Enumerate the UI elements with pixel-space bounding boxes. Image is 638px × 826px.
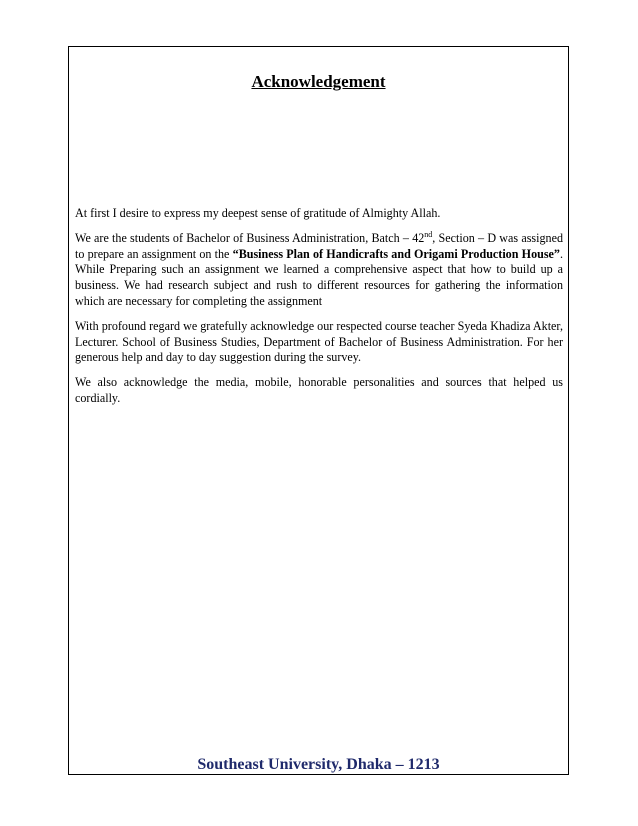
paragraph-students [75, 231, 563, 310]
paragraph-gratitude: At first I desire to express my deepest sense of gratitude of Almighty Allah. [75, 206, 441, 220]
page-border [68, 46, 569, 775]
paragraph-students-part2: , Section – D was assigned to prepare an assignment on the [75, 230, 563, 261]
footer-university: Southeast University, Dhaka – 1213 [197, 756, 440, 773]
document-body [75, 206, 563, 407]
paragraph-teacher: With profound regard we gratefully acknowledge our respected course teacher Syeda Khadiza Akter, Lecturer. School of Business Studies, Department of Bachelor of Business Administration. For her generous help and day to day suggestion during the survey. [75, 318, 563, 365]
paragraph-students-part3: . While Preparing such an assignment we learned a comprehensive aspect that how to build up a business. We had research subject and rush to different resources for gathering the information which are necessary for completing the assignment [75, 246, 563, 308]
assignment-title: “Business Plan of Handicrafts and Origami Production House” [232, 246, 560, 261]
footer-rule [68, 774, 569, 775]
paragraph-students-part1: We are the students of Bachelor of Business Administration, Batch – 42 [75, 230, 425, 245]
batch-ordinal-suffix: nd [424, 229, 433, 239]
page-title: Acknowledgement [251, 72, 386, 91]
paragraph-media: We also acknowledge the media, mobile, honorable personalities and sources that helped us cordially. [75, 375, 563, 405]
